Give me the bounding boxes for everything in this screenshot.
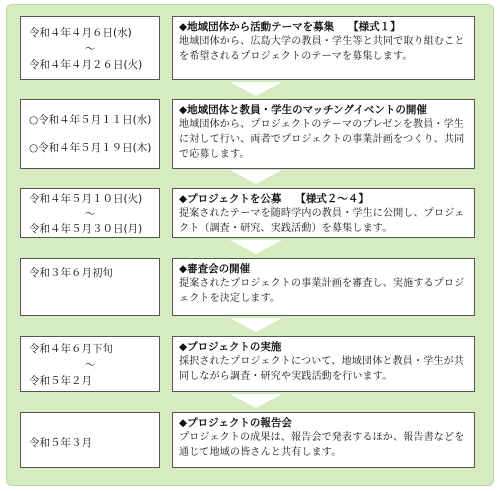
flow-arrow-5	[230, 394, 282, 408]
step-6-date-box	[20, 412, 160, 468]
step-1	[20, 16, 475, 80]
step-2-date-box	[20, 99, 160, 169]
step-2-date-first: ○令和４年５月１１日(水)	[29, 114, 152, 126]
step-3	[20, 188, 475, 238]
step-5-date-separator: ～	[84, 359, 96, 371]
flow-arrow-1	[230, 82, 282, 96]
step-1-date-end: 令和４年４月２６日(火)	[29, 59, 143, 71]
step-3-date-start: 令和４年５月１０日(火)	[29, 193, 143, 205]
step-2-content-box	[172, 99, 475, 169]
step-2-date-second: ○令和４年５月１９日(木)	[29, 142, 152, 154]
flow-arrow-3	[230, 240, 282, 254]
step-4-title: ◆審査会の開催	[179, 263, 251, 275]
flow-arrow-2	[230, 170, 282, 184]
step-1-title: ◆地域団体から活動テーマを募集 【様式１】	[179, 21, 401, 33]
step-4-date: 令和３年６月初旬	[29, 267, 113, 279]
step-5	[20, 336, 475, 392]
step-2-description: 地域団体から、プロジェクトのテーマのプレゼンを教員・学生に対して行い、両者でプロジェクトの事業計画をつくり、共同で応募します。	[179, 119, 465, 160]
step-1-form-tag: 【様式１】	[348, 21, 401, 33]
step-6-content-box	[172, 412, 475, 468]
step-1-date-separator: ～	[84, 43, 96, 55]
step-6-date: 令和５年３月	[29, 437, 92, 449]
step-6-title: ◆プロジェクトの報告会	[179, 417, 292, 429]
step-1-date-start: 令和４年４月６日(水)	[29, 27, 132, 39]
step-4-description: 提案されたプロジェクトの事業計画を審査し、実施するプロジェクトを決定します。	[179, 278, 465, 304]
step-4-date-box	[20, 258, 160, 316]
step-2	[20, 99, 475, 169]
step-2-title: ◆地域団体と教員・学生のマッチングイベントの開催	[179, 104, 427, 116]
step-5-date-start: 令和４年６月下旬	[29, 343, 113, 355]
step-3-content-box	[172, 188, 475, 238]
step-4-content-box	[172, 258, 475, 316]
step-3-description: 提案されたテーマを随時学内の教員・学生に公開し、プロジェクト（調査・研究、実践活動）を募集します。	[179, 208, 465, 234]
step-1-date-box	[20, 16, 160, 80]
step-1-content-box	[172, 16, 475, 80]
step-5-description: 採択されたプロジェクトについて、地域団体と教員・学生が共同しながら調査・研究や実践活動を行います。	[179, 356, 464, 382]
step-4	[20, 258, 475, 316]
step-5-title: ◆プロジェクトの実施	[179, 341, 282, 353]
step-3-form-tag: 【様式２～４】	[295, 193, 369, 205]
step-3-title: ◆プロジェクトを公募 【様式２～４】	[179, 193, 369, 205]
step-6-description: プロジェクトの成果は、報告会で発表するほか、報告書などを通じて地域の皆さんと共有します。	[179, 432, 465, 458]
step-5-date-box	[20, 336, 160, 392]
step-3-date-separator: ～	[84, 208, 96, 220]
step-5-content-box	[172, 336, 475, 392]
step-3-date-end: 令和４年５月３０日(月)	[29, 223, 143, 235]
flow-arrow-4	[230, 318, 282, 332]
step-5-date-end: 令和５年２月	[29, 375, 92, 387]
step-1-description: 地域団体から、広島大学の教員・学生等と共同で取り組むことを希望されるプロジェクトのテーマを募集します。	[179, 36, 465, 62]
step-6	[20, 412, 475, 468]
step-3-date-box	[20, 188, 160, 238]
